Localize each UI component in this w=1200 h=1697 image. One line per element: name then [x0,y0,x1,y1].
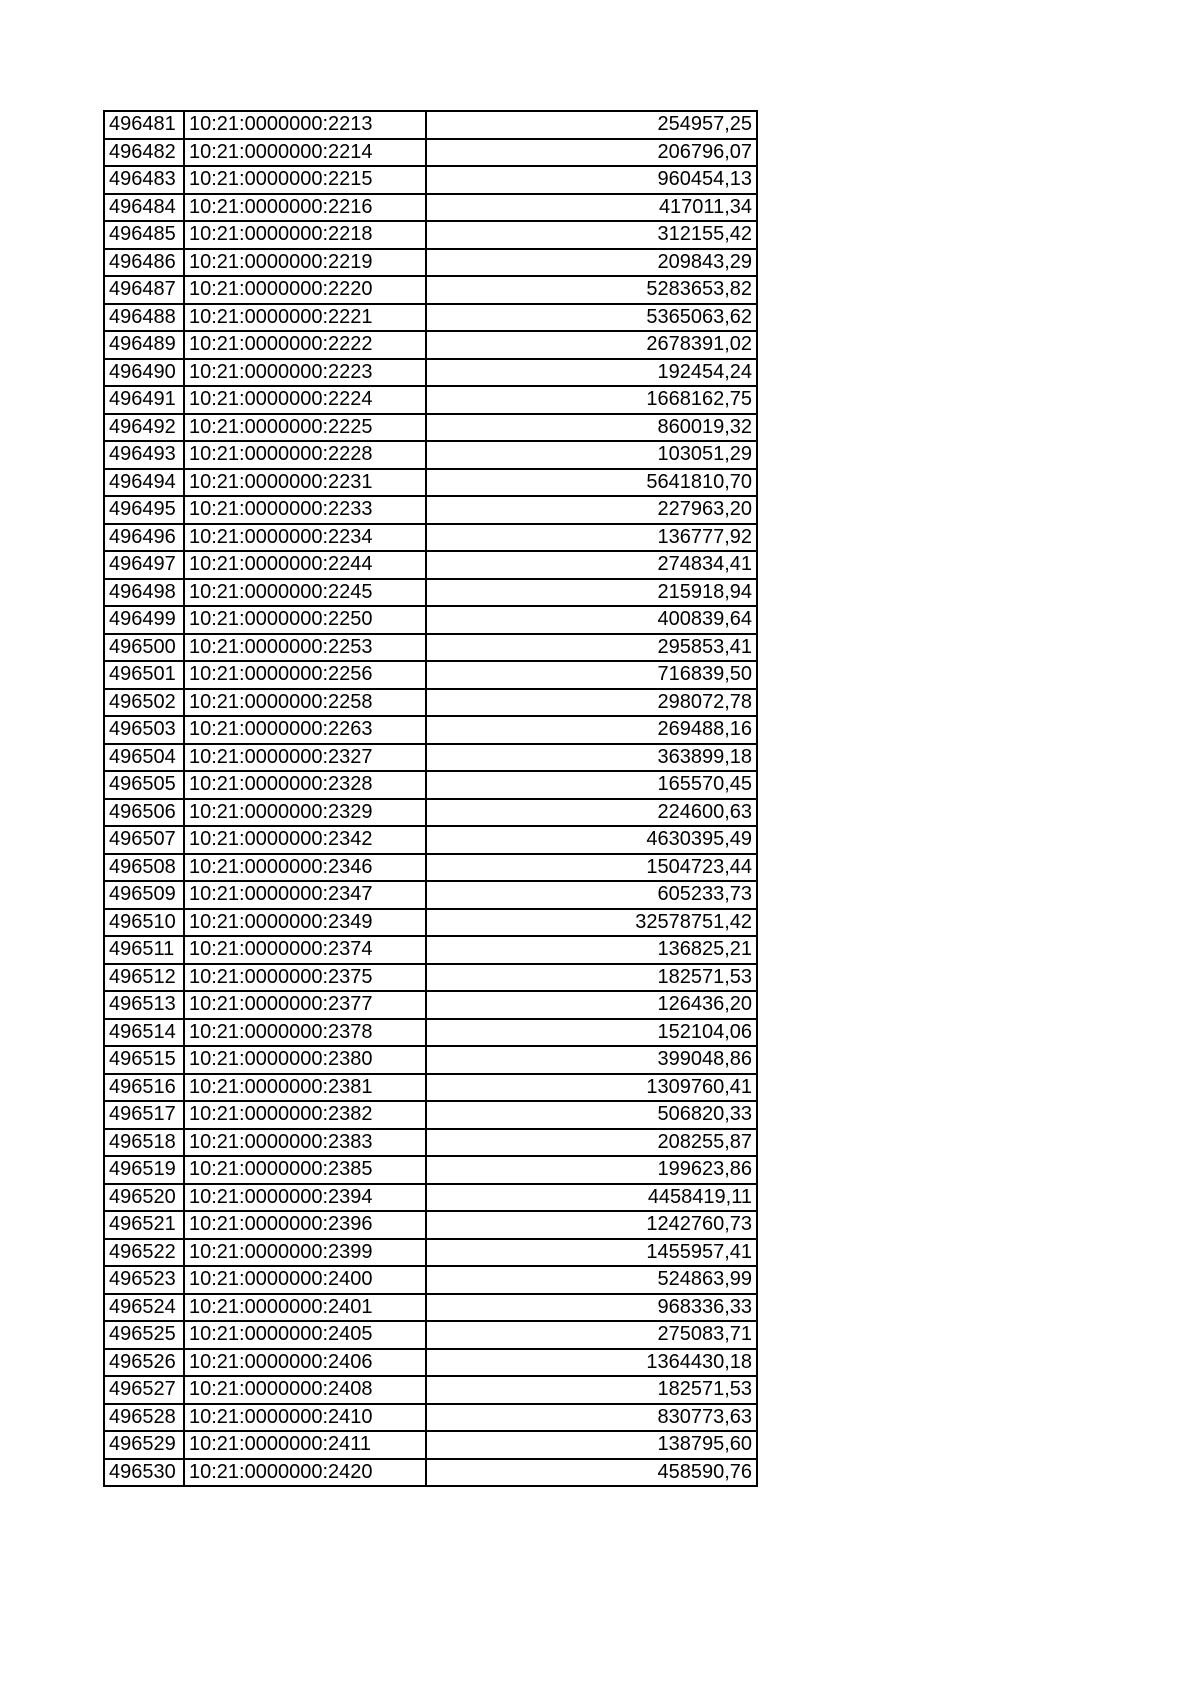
row-number-cell: 496493 [104,441,184,469]
row-number-cell: 496490 [104,359,184,387]
value-cell: 1504723,44 [426,854,757,882]
data-table [103,110,758,1487]
row-number-cell: 496508 [104,854,184,882]
cadastral-number-cell: 10:21:0000000:2224 [184,386,426,414]
table-row [104,1184,757,1212]
row-number-cell: 496516 [104,1074,184,1102]
value-cell: 126436,20 [426,991,757,1019]
table-row [104,1349,757,1377]
value-cell: 2678391,02 [426,331,757,359]
row-number-cell: 496510 [104,909,184,937]
cadastral-number-cell: 10:21:0000000:2231 [184,469,426,497]
cadastral-number-cell: 10:21:0000000:2223 [184,359,426,387]
cadastral-number-cell: 10:21:0000000:2225 [184,414,426,442]
value-cell: 298072,78 [426,689,757,717]
table-row [104,194,757,222]
cadastral-number-cell: 10:21:0000000:2219 [184,249,426,277]
table-row [104,744,757,772]
table-row [104,1239,757,1267]
row-number-cell: 496495 [104,496,184,524]
value-cell: 1364430,18 [426,1349,757,1377]
cadastral-number-cell: 10:21:0000000:2405 [184,1321,426,1349]
value-cell: 399048,86 [426,1046,757,1074]
row-number-cell: 496513 [104,991,184,1019]
row-number-cell: 496509 [104,881,184,909]
row-number-cell: 496526 [104,1349,184,1377]
row-number-cell: 496484 [104,194,184,222]
value-cell: 274834,41 [426,551,757,579]
cadastral-number-cell: 10:21:0000000:2399 [184,1239,426,1267]
row-number-cell: 496529 [104,1431,184,1459]
cadastral-number-cell: 10:21:0000000:2408 [184,1376,426,1404]
row-number-cell: 496486 [104,249,184,277]
value-cell: 968336,33 [426,1294,757,1322]
value-cell: 136825,21 [426,936,757,964]
cadastral-number-cell: 10:21:0000000:2244 [184,551,426,579]
cadastral-number-cell: 10:21:0000000:2400 [184,1266,426,1294]
row-number-cell: 496515 [104,1046,184,1074]
table-row [104,249,757,277]
value-cell: 605233,73 [426,881,757,909]
value-cell: 524863,99 [426,1266,757,1294]
cadastral-number-cell: 10:21:0000000:2385 [184,1156,426,1184]
cadastral-number-cell: 10:21:0000000:2377 [184,991,426,1019]
row-number-cell: 496530 [104,1459,184,1487]
value-cell: 269488,16 [426,716,757,744]
value-cell: 960454,13 [426,166,757,194]
value-cell: 1309760,41 [426,1074,757,1102]
table-row [104,1431,757,1459]
row-number-cell: 496528 [104,1404,184,1432]
row-number-cell: 496517 [104,1101,184,1129]
table-body [104,111,757,1486]
table-row [104,1156,757,1184]
value-cell: 5641810,70 [426,469,757,497]
table-row [104,469,757,497]
value-cell: 209843,29 [426,249,757,277]
cadastral-number-cell: 10:21:0000000:2349 [184,909,426,937]
row-number-cell: 496483 [104,166,184,194]
cadastral-number-cell: 10:21:0000000:2410 [184,1404,426,1432]
cadastral-number-cell: 10:21:0000000:2218 [184,221,426,249]
table-row [104,276,757,304]
row-number-cell: 496499 [104,606,184,634]
row-number-cell: 496491 [104,386,184,414]
row-number-cell: 496501 [104,661,184,689]
row-number-cell: 496525 [104,1321,184,1349]
row-number-cell: 496523 [104,1266,184,1294]
row-number-cell: 496485 [104,221,184,249]
value-cell: 5365063,62 [426,304,757,332]
table-row [104,881,757,909]
cadastral-number-cell: 10:21:0000000:2263 [184,716,426,744]
row-number-cell: 496498 [104,579,184,607]
cadastral-number-cell: 10:21:0000000:2328 [184,771,426,799]
table-row [104,1459,757,1487]
row-number-cell: 496481 [104,111,184,139]
cadastral-number-cell: 10:21:0000000:2381 [184,1074,426,1102]
table-row [104,359,757,387]
table-row [104,1019,757,1047]
table-row [104,1101,757,1129]
table-row [104,991,757,1019]
value-cell: 400839,64 [426,606,757,634]
cadastral-number-cell: 10:21:0000000:2216 [184,194,426,222]
value-cell: 312155,42 [426,221,757,249]
cadastral-number-cell: 10:21:0000000:2374 [184,936,426,964]
value-cell: 1668162,75 [426,386,757,414]
cadastral-number-cell: 10:21:0000000:2228 [184,441,426,469]
row-number-cell: 496488 [104,304,184,332]
table-row [104,964,757,992]
value-cell: 275083,71 [426,1321,757,1349]
cadastral-number-cell: 10:21:0000000:2215 [184,166,426,194]
table-row [104,1129,757,1157]
cadastral-number-cell: 10:21:0000000:2378 [184,1019,426,1047]
table-row [104,606,757,634]
cadastral-number-cell: 10:21:0000000:2253 [184,634,426,662]
value-cell: 417011,34 [426,194,757,222]
cadastral-number-cell: 10:21:0000000:2375 [184,964,426,992]
row-number-cell: 496512 [104,964,184,992]
table-row [104,221,757,249]
row-number-cell: 496524 [104,1294,184,1322]
value-cell: 32578751,42 [426,909,757,937]
value-cell: 295853,41 [426,634,757,662]
row-number-cell: 496520 [104,1184,184,1212]
cadastral-number-cell: 10:21:0000000:2258 [184,689,426,717]
cadastral-number-cell: 10:21:0000000:2221 [184,304,426,332]
cadastral-number-cell: 10:21:0000000:2394 [184,1184,426,1212]
table-row [104,166,757,194]
value-cell: 103051,29 [426,441,757,469]
table-row [104,1211,757,1239]
cadastral-number-cell: 10:21:0000000:2214 [184,139,426,167]
cadastral-number-cell: 10:21:0000000:2342 [184,826,426,854]
value-cell: 165570,45 [426,771,757,799]
row-number-cell: 496518 [104,1129,184,1157]
value-cell: 716839,50 [426,661,757,689]
row-number-cell: 496522 [104,1239,184,1267]
table-row [104,826,757,854]
row-number-cell: 496504 [104,744,184,772]
cadastral-number-cell: 10:21:0000000:2250 [184,606,426,634]
value-cell: 363899,18 [426,744,757,772]
value-cell: 1242760,73 [426,1211,757,1239]
row-number-cell: 496497 [104,551,184,579]
table-row [104,854,757,882]
row-number-cell: 496507 [104,826,184,854]
table-row [104,909,757,937]
row-number-cell: 496492 [104,414,184,442]
table-row [104,304,757,332]
row-number-cell: 496496 [104,524,184,552]
table-row [104,386,757,414]
table-row [104,1294,757,1322]
value-cell: 215918,94 [426,579,757,607]
table-row [104,1404,757,1432]
cadastral-number-cell: 10:21:0000000:2245 [184,579,426,607]
table-row [104,799,757,827]
cadastral-number-cell: 10:21:0000000:2383 [184,1129,426,1157]
value-cell: 458590,76 [426,1459,757,1487]
value-cell: 136777,92 [426,524,757,552]
row-number-cell: 496519 [104,1156,184,1184]
cadastral-number-cell: 10:21:0000000:2411 [184,1431,426,1459]
value-cell: 182571,53 [426,1376,757,1404]
row-number-cell: 496489 [104,331,184,359]
cadastral-number-cell: 10:21:0000000:2222 [184,331,426,359]
table-row [104,1321,757,1349]
row-number-cell: 496527 [104,1376,184,1404]
value-cell: 5283653,82 [426,276,757,304]
cadastral-number-cell: 10:21:0000000:2406 [184,1349,426,1377]
cadastral-number-cell: 10:21:0000000:2256 [184,661,426,689]
table-row [104,551,757,579]
table-row [104,1046,757,1074]
value-cell: 830773,63 [426,1404,757,1432]
value-cell: 860019,32 [426,414,757,442]
row-number-cell: 496505 [104,771,184,799]
table-row [104,496,757,524]
cadastral-number-cell: 10:21:0000000:2420 [184,1459,426,1487]
row-number-cell: 496506 [104,799,184,827]
value-cell: 192454,24 [426,359,757,387]
value-cell: 206796,07 [426,139,757,167]
value-cell: 224600,63 [426,799,757,827]
value-cell: 506820,33 [426,1101,757,1129]
row-number-cell: 496482 [104,139,184,167]
row-number-cell: 496487 [104,276,184,304]
table-row [104,771,757,799]
row-number-cell: 496521 [104,1211,184,1239]
table-row [104,1376,757,1404]
row-number-cell: 496500 [104,634,184,662]
value-cell: 138795,60 [426,1431,757,1459]
cadastral-number-cell: 10:21:0000000:2213 [184,111,426,139]
cadastral-number-cell: 10:21:0000000:2327 [184,744,426,772]
table-row [104,716,757,744]
table-row [104,634,757,662]
table-row [104,1074,757,1102]
table-row [104,936,757,964]
value-cell: 152104,06 [426,1019,757,1047]
table-row [104,139,757,167]
row-number-cell: 496494 [104,469,184,497]
table-row [104,414,757,442]
value-cell: 254957,25 [426,111,757,139]
value-cell: 227963,20 [426,496,757,524]
cadastral-number-cell: 10:21:0000000:2382 [184,1101,426,1129]
cadastral-number-cell: 10:21:0000000:2346 [184,854,426,882]
value-cell: 4458419,11 [426,1184,757,1212]
value-cell: 1455957,41 [426,1239,757,1267]
table-row [104,111,757,139]
table-row [104,441,757,469]
value-cell: 182571,53 [426,964,757,992]
table-row [104,1266,757,1294]
row-number-cell: 496511 [104,936,184,964]
cadastral-number-cell: 10:21:0000000:2329 [184,799,426,827]
cadastral-number-cell: 10:21:0000000:2220 [184,276,426,304]
row-number-cell: 496503 [104,716,184,744]
cadastral-number-cell: 10:21:0000000:2234 [184,524,426,552]
value-cell: 208255,87 [426,1129,757,1157]
cadastral-number-cell: 10:21:0000000:2233 [184,496,426,524]
table-row [104,689,757,717]
cadastral-number-cell: 10:21:0000000:2396 [184,1211,426,1239]
row-number-cell: 496502 [104,689,184,717]
table-row [104,524,757,552]
table-row [104,661,757,689]
cadastral-number-cell: 10:21:0000000:2347 [184,881,426,909]
table-row [104,579,757,607]
cadastral-number-cell: 10:21:0000000:2380 [184,1046,426,1074]
table-row [104,331,757,359]
row-number-cell: 496514 [104,1019,184,1047]
value-cell: 199623,86 [426,1156,757,1184]
value-cell: 4630395,49 [426,826,757,854]
cadastral-number-cell: 10:21:0000000:2401 [184,1294,426,1322]
